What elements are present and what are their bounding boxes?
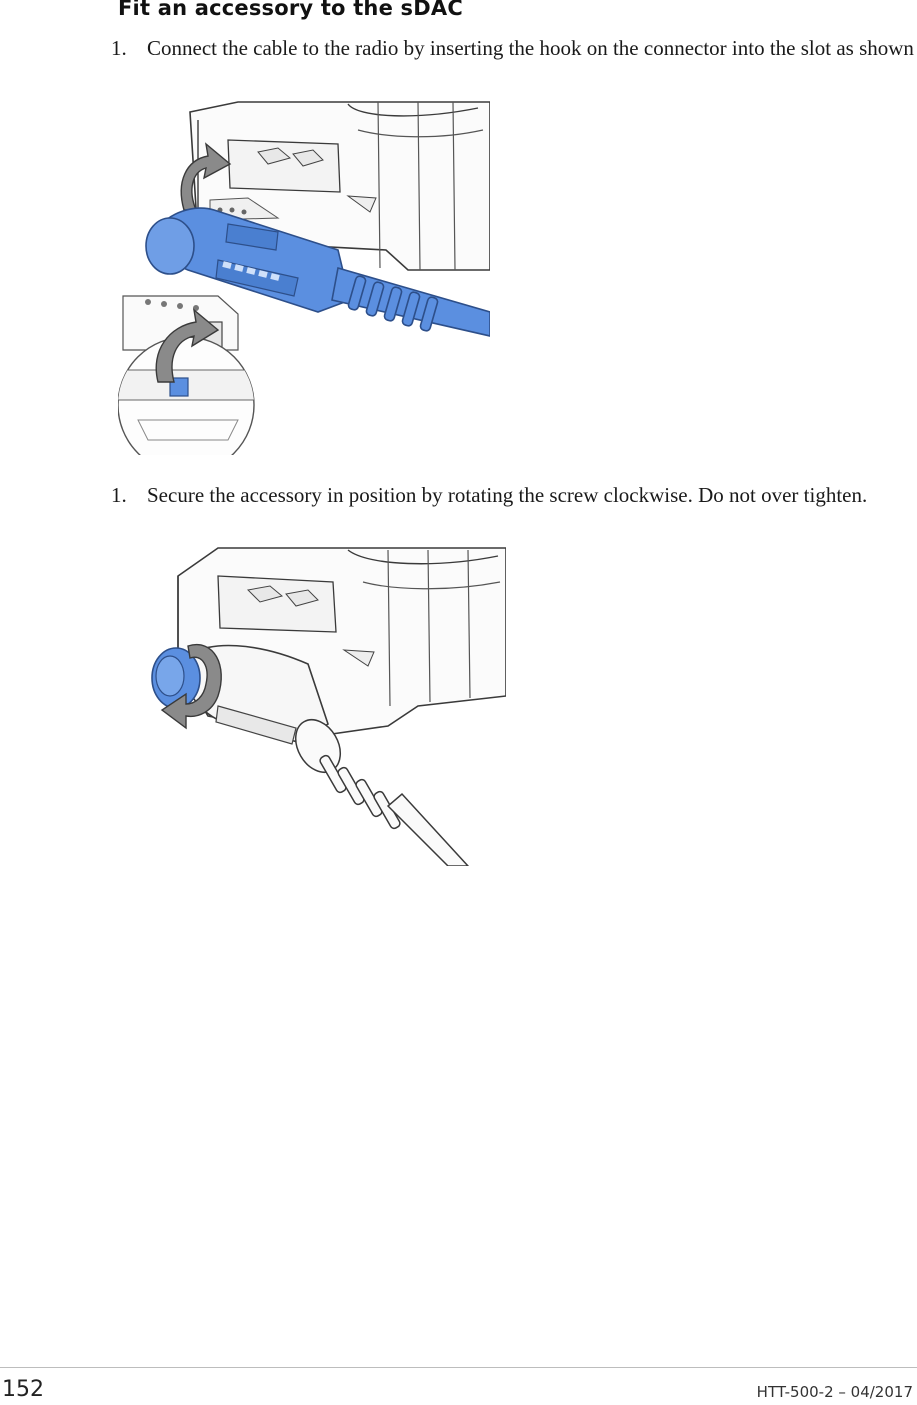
step-2-text: Secure the accessory in position by rotating the screw clockwise. Do not over tighten. — [147, 483, 868, 507]
section-title: Fit an accessory to the sDAC — [118, 0, 463, 20]
step-1-text: Connect the cable to the radio by inserting the hook on the connector into the slot as shown — [147, 36, 914, 60]
footer-divider — [0, 1367, 917, 1368]
page-number: 152 — [2, 1377, 44, 1402]
step-1-number: 1. — [111, 36, 127, 60]
step-2-number: 1. — [111, 483, 127, 507]
radio-connector-hook-illustration — [118, 100, 490, 455]
radio-screw-rotate-illustration — [118, 546, 506, 866]
document-id: HTT-500-2 – 04/2017 — [756, 1383, 913, 1401]
